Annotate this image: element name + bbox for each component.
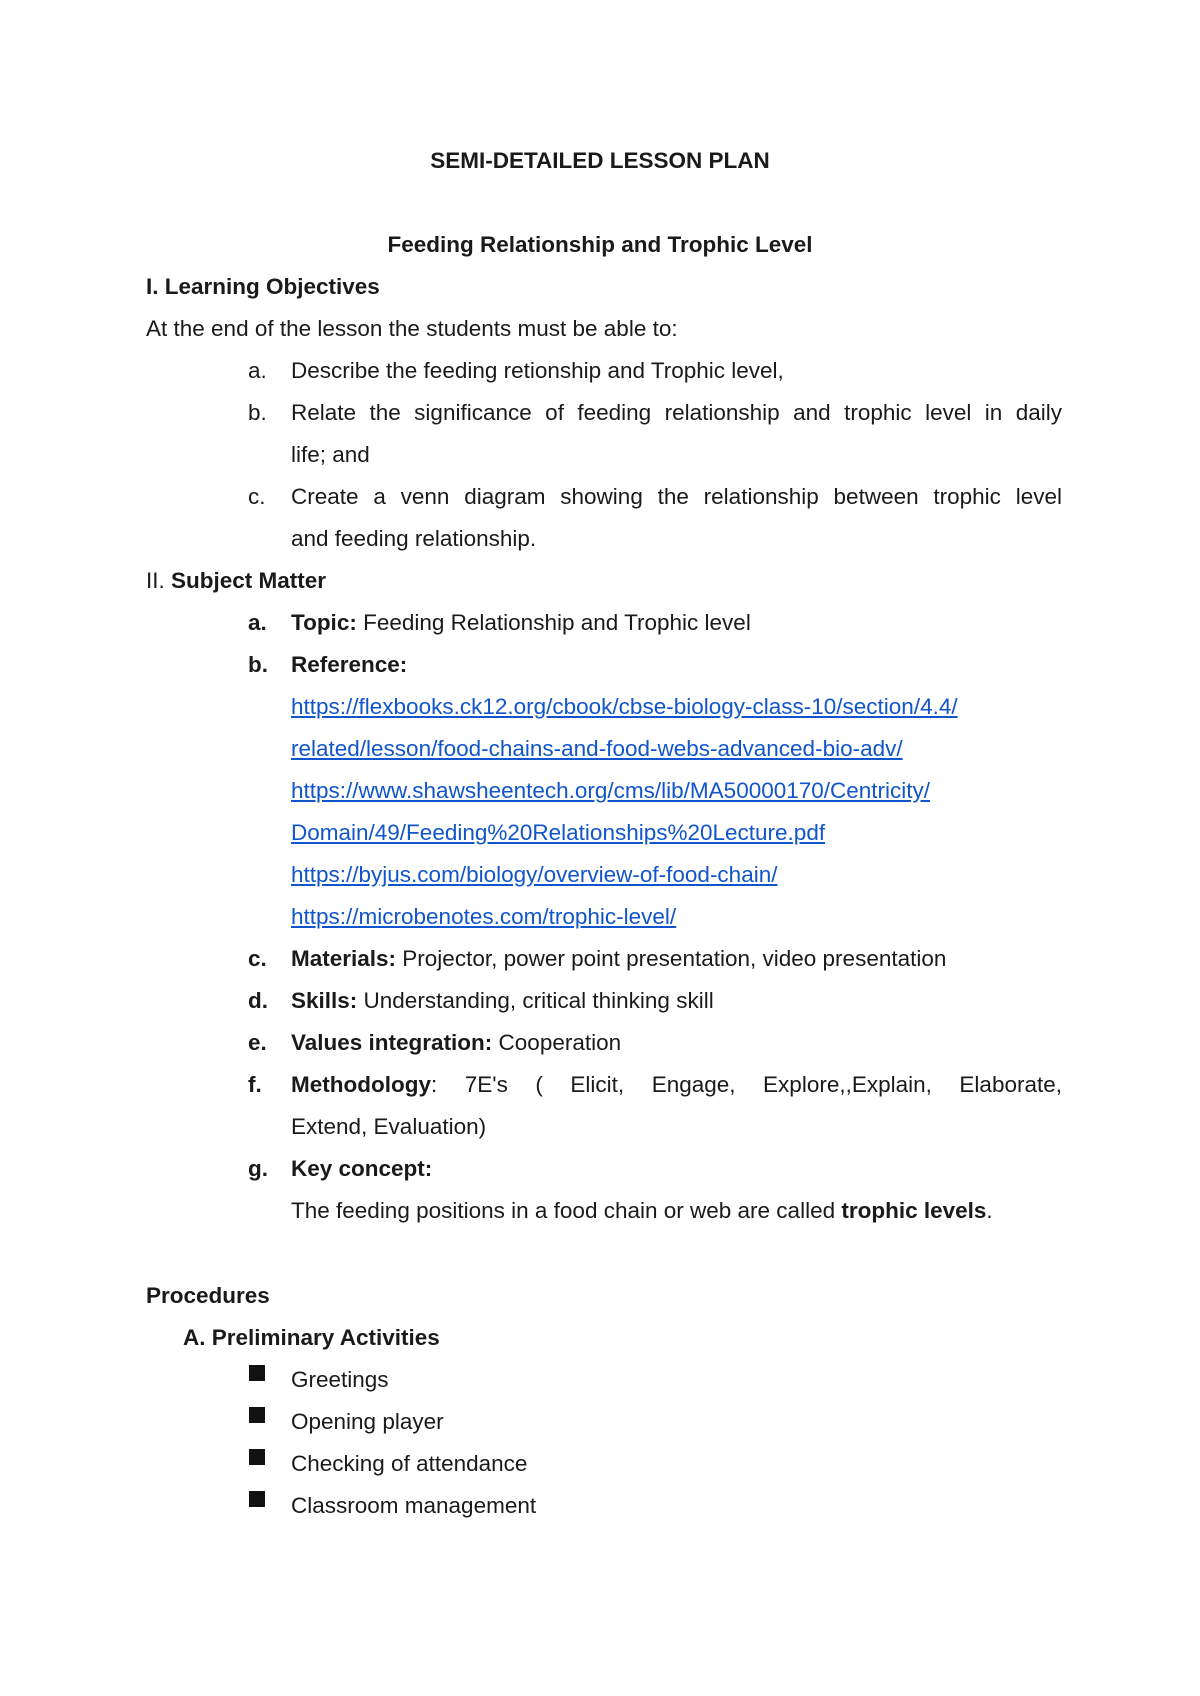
reference-label: Reference: xyxy=(291,652,408,677)
preliminary-activities-heading: A. Preliminary Activities xyxy=(183,1325,440,1350)
materials-line xyxy=(291,944,946,974)
bullet-item: Opening player xyxy=(291,1409,444,1434)
key-concept-label: Key concept: xyxy=(291,1156,433,1181)
topic-value: Feeding Relationship and Trophic level xyxy=(356,610,751,635)
bullet-item: Classroom management xyxy=(291,1493,537,1518)
materials-value: Projector, power point presentation, video presentation xyxy=(396,946,947,971)
procedures-heading: Procedures xyxy=(146,1283,270,1308)
methodology-line1 xyxy=(291,1070,1062,1100)
reference-link-microbenotes[interactable]: https://microbenotes.com/trophic-level/ xyxy=(291,904,677,929)
section-subject-matter-heading xyxy=(146,566,326,596)
values-line xyxy=(291,1028,621,1058)
objective-a-text: Describe the feeding retionship and Trophic level, xyxy=(291,358,784,383)
reference-link-ck12-line2[interactable]: related/lesson/food-chains-and-food-webs-advanced-bio-adv/ xyxy=(291,736,903,761)
reference-marker: b. xyxy=(248,652,268,677)
bullet-square-icon xyxy=(249,1491,265,1507)
skills-marker: d. xyxy=(248,988,268,1013)
document-title: SEMI-DETAILED LESSON PLAN xyxy=(430,148,770,173)
topic-label: Topic: xyxy=(291,610,357,635)
section-learning-objectives-heading: I. Learning Objectives xyxy=(146,274,380,299)
skills-label: Skills: xyxy=(291,988,358,1013)
section-number: II. xyxy=(146,568,165,593)
objective-b-text-line1: Relate the significance of feeding relationship and trophic level in daily xyxy=(291,400,1062,425)
values-marker: e. xyxy=(248,1030,267,1055)
objective-b-text-line2: life; and xyxy=(291,442,370,467)
section-title: Subject Matter xyxy=(171,568,327,593)
values-value: Cooperation xyxy=(492,1030,622,1055)
lesson-subtitle: Feeding Relationship and Trophic Level xyxy=(387,232,813,257)
objective-c-text-line1: Create a venn diagram showing the relationship between trophic level xyxy=(291,484,1062,509)
objective-a-marker: a. xyxy=(248,358,267,383)
methodology-value-line2: Extend, Evaluation) xyxy=(291,1114,487,1139)
bullet-square-icon xyxy=(249,1365,265,1381)
topic-line xyxy=(291,608,751,638)
reference-link-shawsheen-line1[interactable]: https://www.shawsheentech.org/cms/lib/MA50000170/Centricity/ xyxy=(291,778,931,803)
materials-label: Materials: xyxy=(291,946,397,971)
objective-c-marker: c. xyxy=(248,484,266,509)
objective-c-text-line2: and feeding relationship. xyxy=(291,526,537,551)
key-concept-bold-term: trophic levels xyxy=(841,1198,987,1223)
key-concept-text-before: The feeding positions in a food chain or web are called xyxy=(291,1198,842,1223)
methodology-label: Methodology xyxy=(291,1072,431,1097)
bullet-square-icon xyxy=(249,1449,265,1465)
bullet-square-icon xyxy=(249,1407,265,1423)
reference-link-ck12-line1[interactable]: https://flexbooks.ck12.org/cbook/cbse-biology-class-10/section/4.4/ xyxy=(291,694,958,719)
values-label: Values integration: xyxy=(291,1030,493,1055)
materials-marker: c. xyxy=(248,946,267,971)
key-concept-text-after: . xyxy=(986,1198,993,1223)
key-concept-text xyxy=(291,1196,993,1226)
methodology-value-line1: : 7E's ( Elicit, Engage, Explore,,Explain, Elaborate, xyxy=(430,1072,1062,1097)
objective-b-marker: b. xyxy=(248,400,267,425)
reference-link-byjus[interactable]: https://byjus.com/biology/overview-of-food-chain/ xyxy=(291,862,778,887)
methodology-marker: f. xyxy=(248,1072,262,1097)
reference-link-shawsheen-line2[interactable]: Domain/49/Feeding%20Relationships%20Lecture.pdf xyxy=(291,820,826,845)
bullet-item: Greetings xyxy=(291,1367,389,1392)
skills-value: Understanding, critical thinking skill xyxy=(357,988,714,1013)
topic-marker: a. xyxy=(248,610,267,635)
key-concept-marker: g. xyxy=(248,1156,268,1181)
skills-line xyxy=(291,986,714,1016)
objectives-intro: At the end of the lesson the students must be able to: xyxy=(146,316,678,341)
bullet-item: Checking of attendance xyxy=(291,1451,528,1476)
